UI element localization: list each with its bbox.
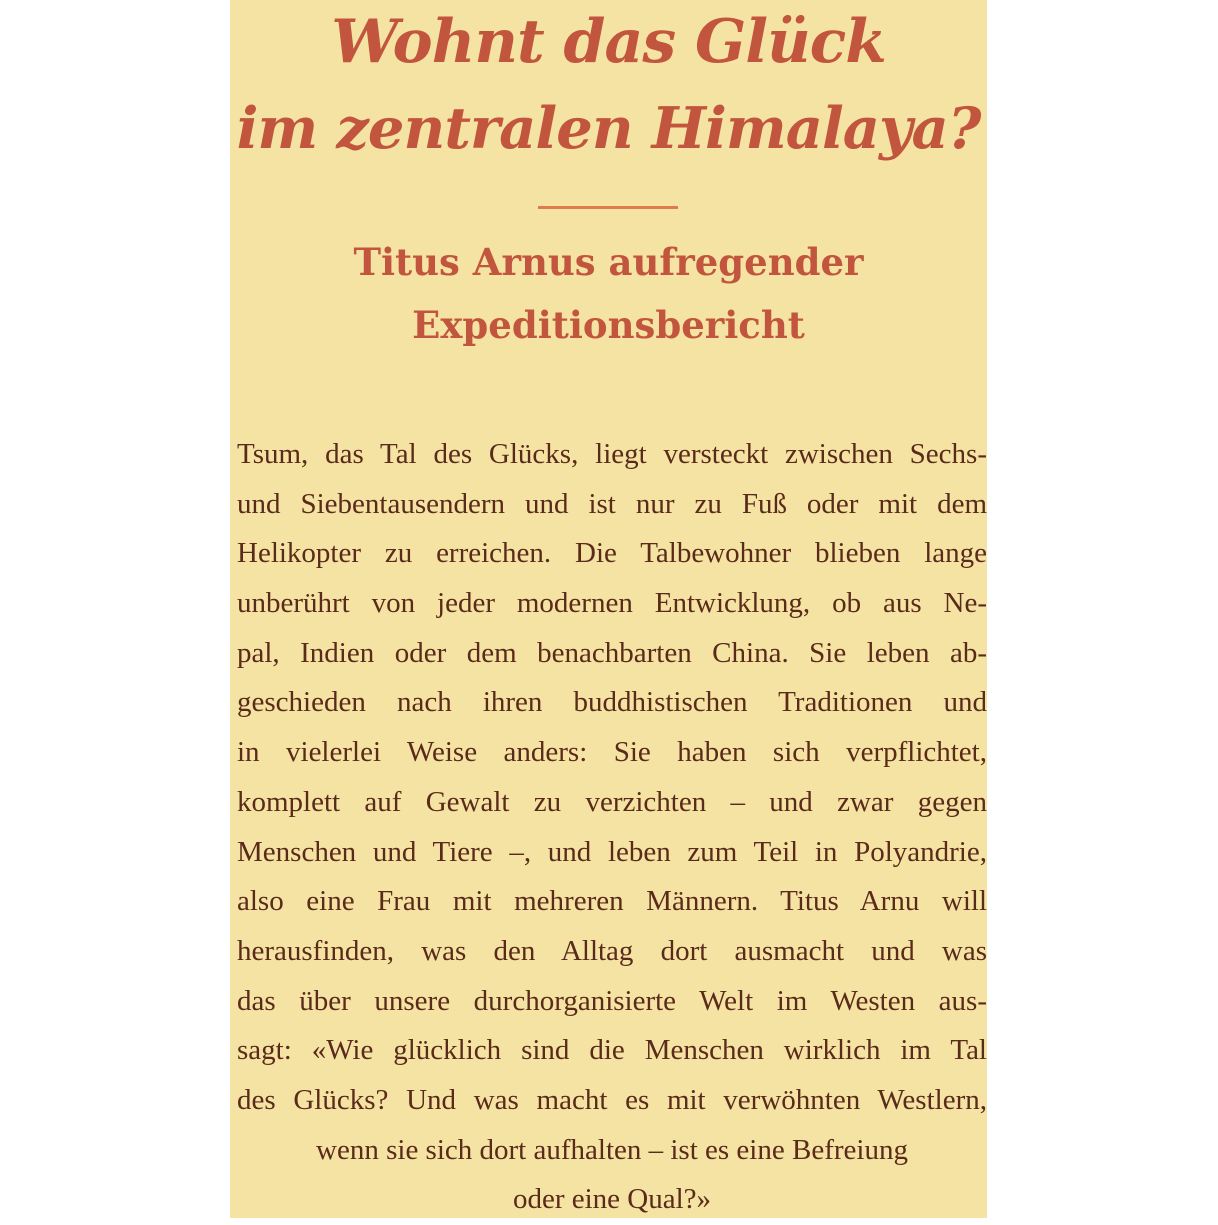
subtitle-line-1: Titus Arnus aufregender	[353, 240, 864, 284]
body-line: oder eine Qual?»	[512, 1183, 712, 1216]
body-line: komplett auf Gewalt zu verzichten – und zwar gegen	[237, 785, 987, 818]
body-line: das über unsere durchorganisierte Welt im Westen aus-	[237, 984, 987, 1017]
title-line-2: im zentralen Himalaya?	[236, 94, 981, 162]
subtitle-line-2: Expeditionsbericht	[412, 303, 805, 347]
body-line: sagt: «Wie glücklich sind die Menschen wirklich im Tal	[237, 1034, 987, 1067]
title-line-1: Wohnt das Glück	[331, 7, 886, 77]
body-line: des Glücks? Und was macht es mit verwöhnten Westlern,	[237, 1083, 987, 1116]
divider-rule	[538, 206, 678, 209]
body-line: in vielerlei Weise anders: Sie haben sich verpflichtet,	[237, 736, 987, 769]
body-line: also eine Frau mit mehreren Männern. Titus Arnu will	[237, 885, 987, 918]
body-line: wenn sie sich dort aufhalten – ist es eine Befreiung	[316, 1133, 908, 1166]
body-line: und Siebentausendern und ist nur zu Fuß oder mit dem	[237, 487, 987, 520]
body-line: pal, Indien oder dem benachbarten China. Sie leben ab-	[237, 636, 987, 669]
body-line: herausfinden, was den Alltag dort ausmacht und was	[237, 934, 987, 967]
body-line: geschieden nach ihren buddhistischen Traditionen und	[237, 686, 987, 719]
body-text	[237, 430, 987, 1225]
body-line: Menschen und Tiere –, und leben zum Teil in Polyandrie,	[237, 835, 987, 868]
book-page	[230, 0, 987, 1218]
body-line: unberührt von jeder modernen Entwicklung, ob aus Ne-	[237, 587, 987, 620]
body-line: Helikopter zu erreichen. Die Talbewohner blieben lange	[237, 537, 987, 570]
body-line: Tsum, das Tal des Glücks, liegt versteckt zwischen Sechs-	[237, 438, 987, 470]
